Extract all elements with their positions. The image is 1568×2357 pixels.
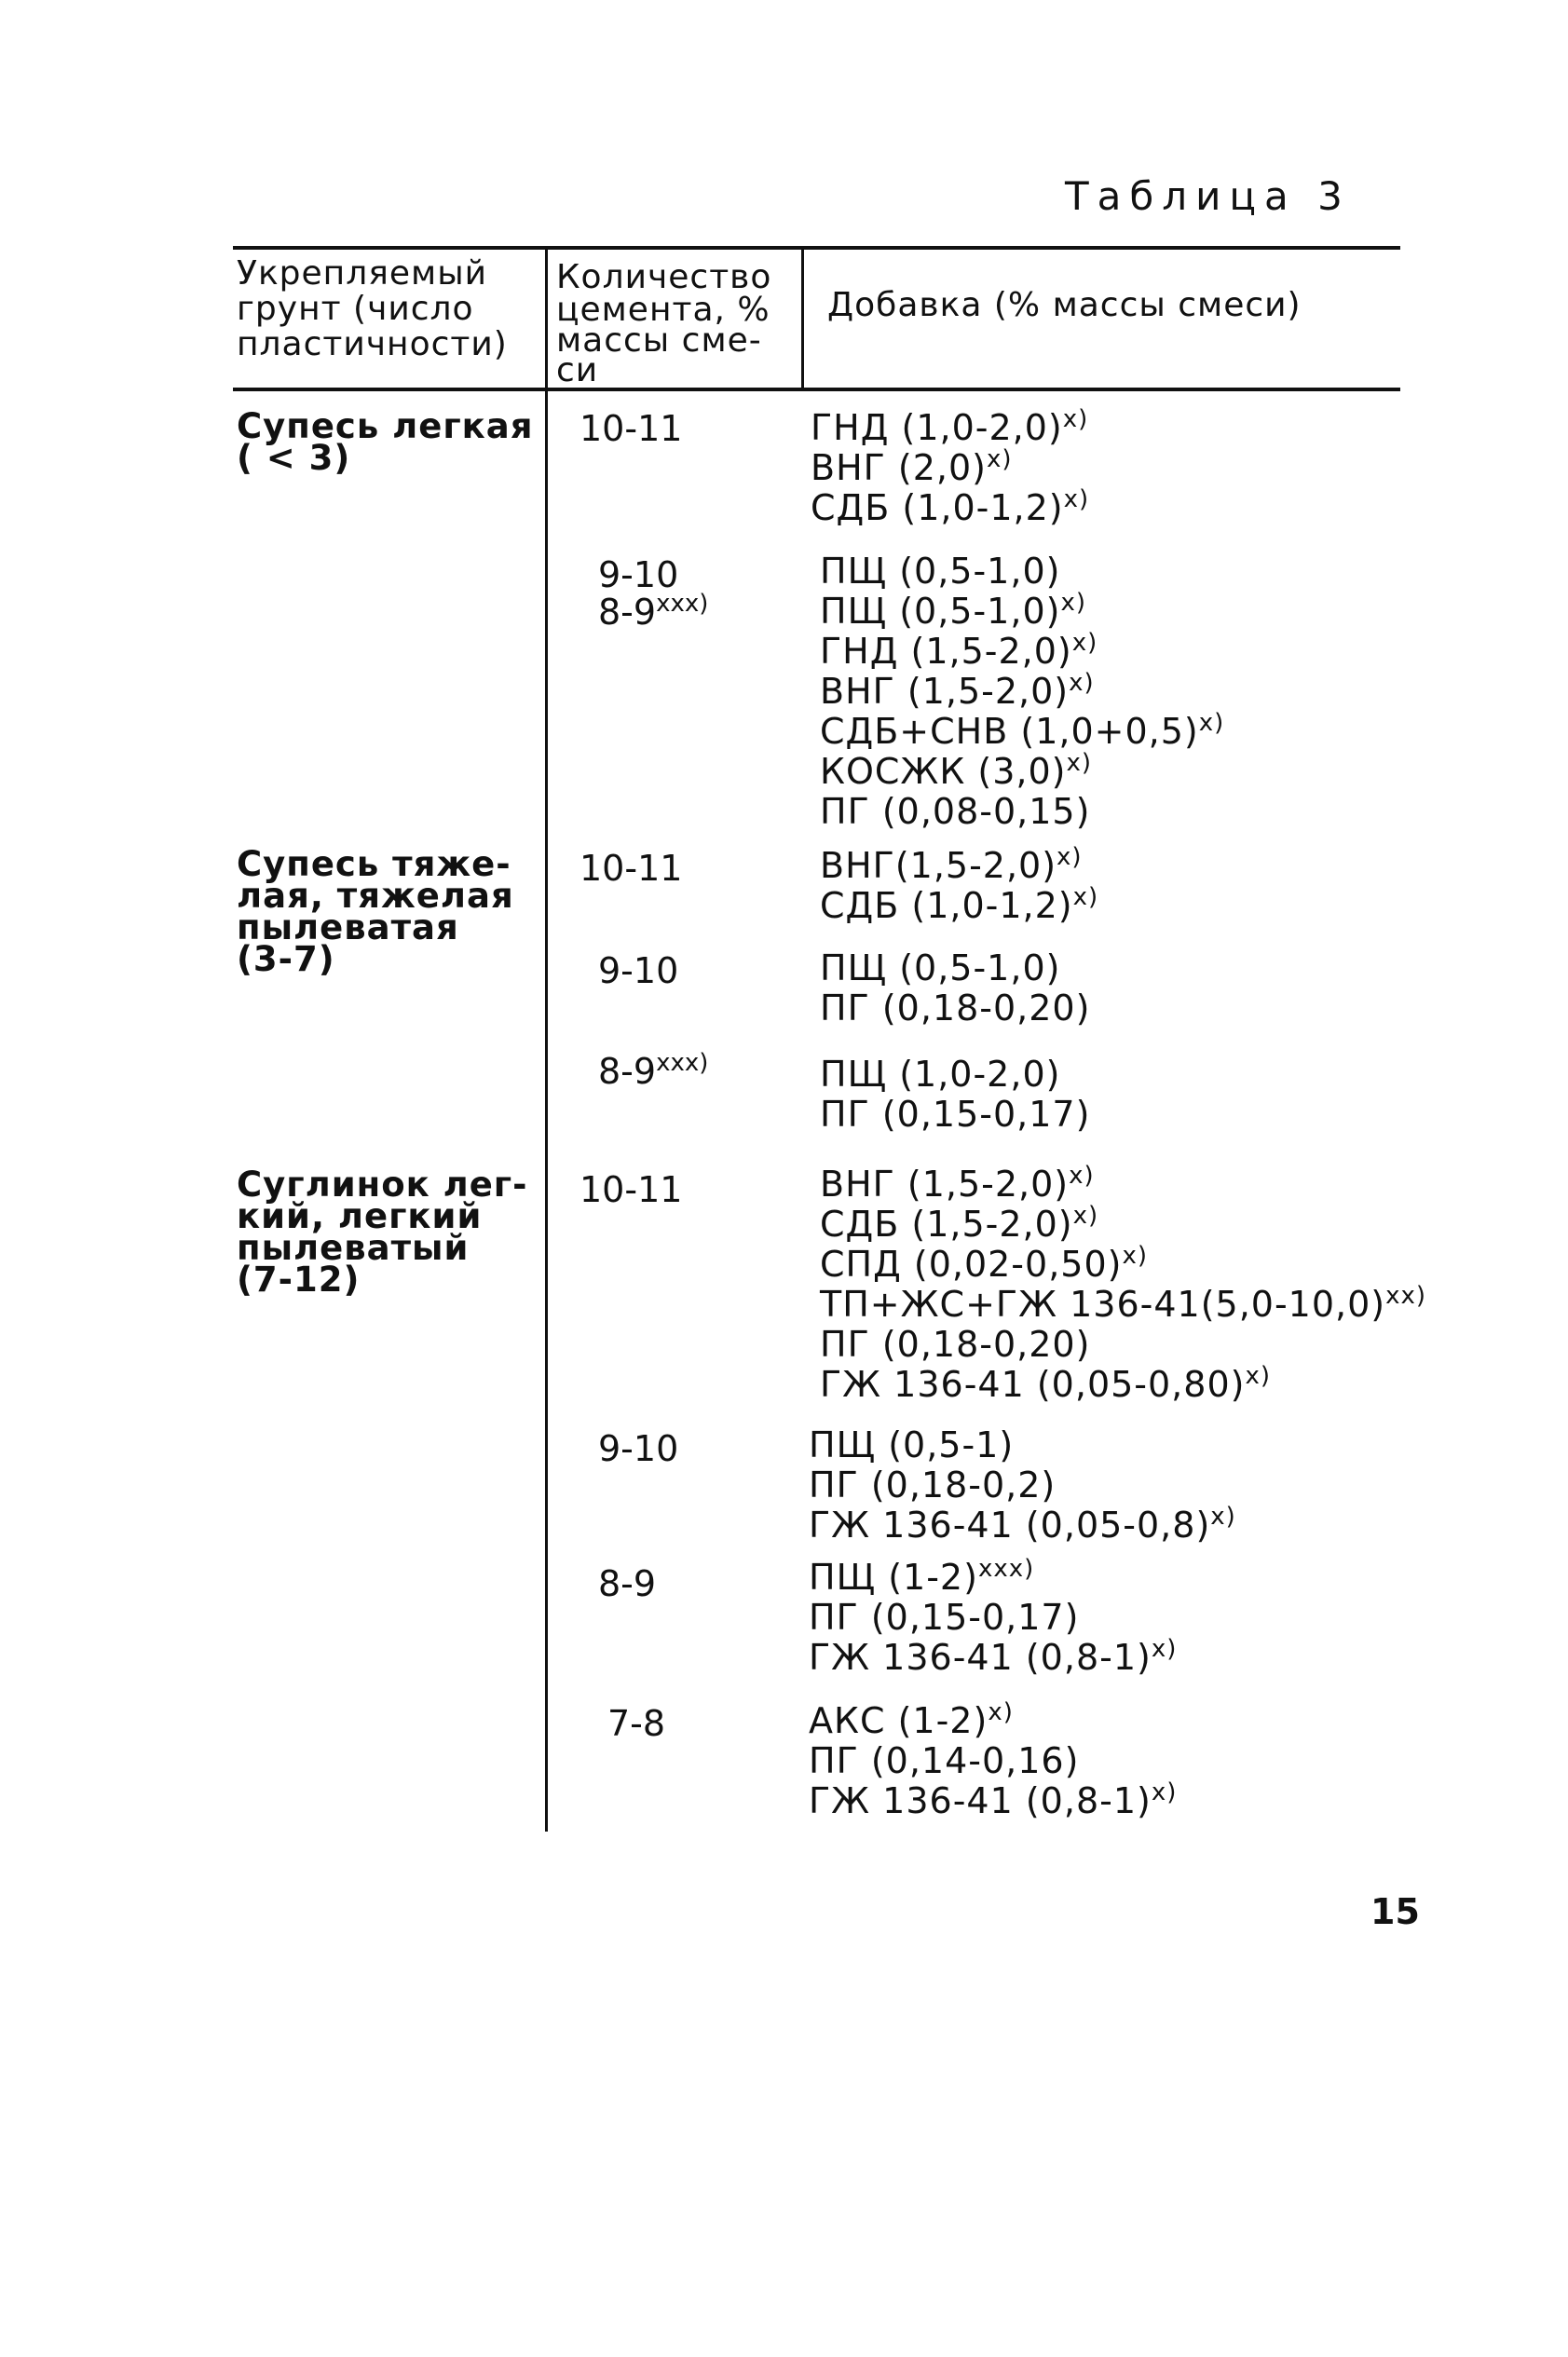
additive-item: ВНГ $(2,0)^{x)}$: [811, 445, 1013, 488]
cement-amount: 7-8: [607, 1703, 666, 1744]
additive-item: ВНГ $(1,5-2,0)^{x)}$: [820, 1162, 1095, 1205]
additive-list: [811, 405, 1090, 528]
additive-item: ПЩ (0,5-1,0): [820, 947, 1061, 988]
additive-item: СДБ $(1,0-1,2)^{x)}$: [811, 485, 1090, 528]
additive-item: ПГ (0,14-0,16): [809, 1740, 1080, 1781]
header-cement-line: Количество: [556, 258, 772, 296]
additive-item: ПГ (0,18-0,20): [820, 988, 1091, 1029]
cement-amount: 8-9: [598, 1563, 657, 1604]
additive-item: ПЩ (0,5-1,0): [820, 551, 1061, 592]
cement-amount: 10-11: [579, 1169, 683, 1210]
page-number: 15: [1370, 1891, 1420, 1932]
additive-item: ГЖ 136-41 $(0,05-0,80)^{x)}$: [820, 1362, 1271, 1405]
additive-item: ГЖ 136-41 $(0,8-1)^{x)}$: [809, 1778, 1178, 1821]
table-top-rule: [233, 246, 1400, 250]
additive-item: ГНД $(1,0-2,0)^{x)}$: [811, 405, 1089, 448]
soil-name-line: (7-12): [237, 1260, 361, 1300]
additive-list: [820, 1055, 1090, 1135]
additive-item: СДБ $(1,0-1,2)^{x)}$: [820, 883, 1099, 926]
header-soil-line: грунт (число: [237, 290, 474, 328]
cement-amount: 8-9$^{xxx)}$: [598, 590, 709, 633]
additive-item: ПГ (0,15-0,17): [820, 1094, 1091, 1135]
soil-name-line: Супесь легкая: [237, 406, 534, 446]
additive-item: СДБ $(1,5-2,0)^{x)}$: [820, 1202, 1099, 1245]
additive-item: СПД $(0,02-0,50)^{x)}$: [820, 1242, 1148, 1285]
additive-item: АКС $(1-2)^{x)}$: [809, 1698, 1014, 1741]
additive-item: ПГ (0,15-0,17): [809, 1597, 1080, 1638]
table-title: Таблица 3: [1065, 173, 1351, 219]
header-bottom-rule: [233, 388, 1400, 391]
cement-amount: 8-9$^{xxx)}$: [598, 1049, 709, 1092]
additive-list: [820, 552, 1224, 832]
additive-list: [820, 948, 1090, 1029]
cement-amount: 9-10: [598, 950, 679, 991]
additive-item: ПЩ $(1-2)^{xxx)}$: [809, 1555, 1035, 1598]
soil-name-line: Суглинок лег-: [237, 1165, 528, 1205]
additive-item: ПГ (0,18-0,20): [820, 1324, 1091, 1365]
additive-list: [809, 1555, 1178, 1678]
soil-name-line: пылеватый: [237, 1228, 470, 1268]
additive-item: ПГ (0,18-0,2): [809, 1465, 1057, 1505]
additive-item: СДБ+СНВ $(1,0+0,5)^{x)}$: [820, 709, 1225, 752]
additive-item: ГЖ 136-41 $(0,05-0,8)^{x)}$: [809, 1503, 1236, 1546]
header-cement-line: си: [556, 351, 599, 389]
additive-item: ГНД $(1,5-2,0)^{x)}$: [820, 629, 1098, 672]
additive-list: [809, 1698, 1178, 1821]
additive-item: ГЖ 136-41 $(0,8-1)^{x)}$: [809, 1635, 1178, 1678]
cement-amount: 10-11: [579, 408, 683, 449]
additive-item: ПЩ $(0,5-1,0)^{x)}$: [820, 589, 1086, 632]
soil-name-line: ( < 3): [237, 438, 351, 478]
additive-item: КОСЖК $(3,0)^{x)}$: [820, 749, 1093, 792]
header-soil-line: пластичности): [237, 325, 508, 363]
header-additive: Добавка (% массы смеси): [827, 286, 1302, 324]
additive-list: [820, 1162, 1427, 1405]
cement-amount: 10-11: [579, 848, 683, 889]
soil-name-line: (3-7): [237, 939, 335, 979]
header-cement-line: массы сме-: [556, 321, 762, 360]
additive-item: ТП+ЖС+ГЖ $136-41(5,0-10,0)^{xx)}$: [820, 1282, 1427, 1325]
additive-item: ВНГ $(1,5-2,0)^{x)}$: [820, 669, 1095, 712]
cement-amount: 9-10: [598, 1428, 679, 1469]
additive-item: $ВНГ(1,5-2,0)^{x)}$: [820, 843, 1083, 886]
cement-amount: 9-10: [598, 554, 679, 595]
soil-name-line: Супесь тяже-: [237, 844, 511, 884]
additive-item: ПГ (0,08-0,15): [820, 791, 1091, 832]
additive-list: [809, 1425, 1236, 1546]
header-soil-line: Укрепляемый: [237, 254, 488, 293]
soil-name-line: кий, легкий: [237, 1196, 483, 1236]
additive-item: ПЩ (0,5-1): [809, 1424, 1015, 1465]
header-cement-line: цемента, %: [556, 291, 770, 329]
column-divider-2: [801, 248, 804, 389]
additive-item: ПЩ (1,0-2,0): [820, 1054, 1061, 1095]
column-divider-1: [545, 248, 548, 1832]
soil-name-line: лая, тяжелая: [237, 876, 514, 916]
additive-list: [820, 843, 1099, 926]
soil-name-line: пылеватая: [237, 907, 459, 947]
